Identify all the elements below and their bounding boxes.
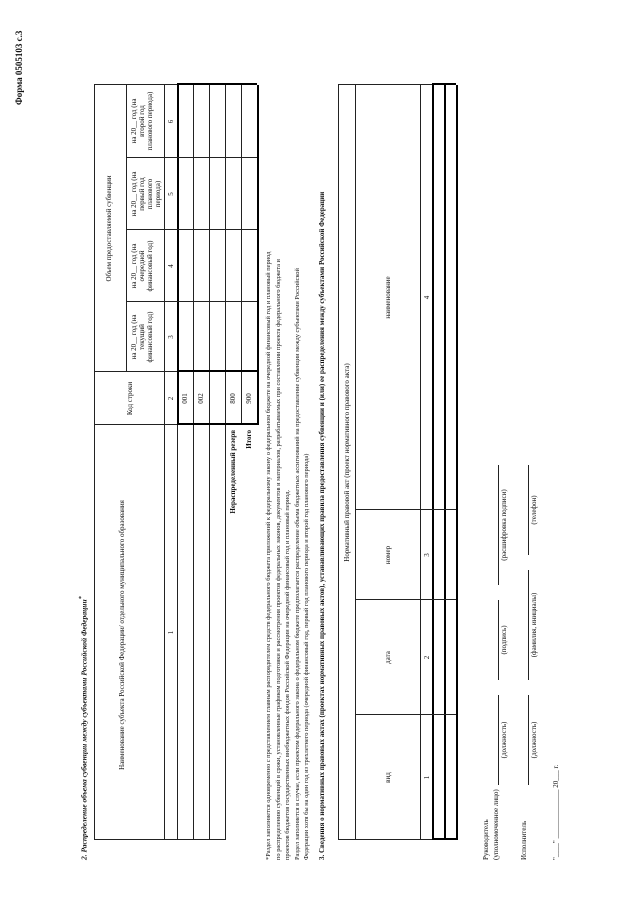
row-code: 002 (197, 393, 205, 404)
col-number: 6 (167, 119, 175, 124)
section2-title: 2. Распределение объема субвенции между субъектами Российской Федерации* (78, 596, 89, 860)
row-code: 001 (181, 393, 189, 404)
signature-caption: (подпись) (500, 625, 508, 655)
section3-title: 3. Сведения о нормативных правовых актах (проектах нормативных правовых актов), устанавливающих правила предоставления субвенции и (или) ее распределения между субъектами Российской Федерации (318, 191, 326, 860)
head-label-sub: (уполномоченное лицо) (492, 789, 500, 860)
col6-header: на 20__ год (на второй год планового периода) (130, 91, 154, 151)
col-number-header: номер (384, 545, 392, 565)
group-header: Нормативный правовой акт (проект нормативного правового акта) (343, 363, 351, 562)
col-number: 1 (423, 775, 431, 780)
col-date-header: дата (384, 651, 392, 664)
footnote: *Раздел заполняется одновременно с представлением главным распорядителем средств федерального бюджета приложений к федеральному закону о федеральном бюджете на очередной финансовый год и плановый период по распределению субвенций в сроки, установленные графиком подготовки и рассмотрения проектов федеральных законов, документов и материалов, разрабатываемых при составлении проекта федерального бюджета и проектов бюджетов государственных внебюджетных фондов Российской Федерации на очередной финансовый год и плановый период. Раздел заполняется в случае, если проектом федерального закона о федеральном бюджете предполагается распределение объема бюджетных ассигнований на предоставление субвенции между субъектами Российской Федерации хотя бы на один год из трехлетнего периода (очередной финансовый год, первый год планового периода и второй год планового периода) (265, 251, 310, 860)
col-number: 3 (167, 335, 175, 339)
fio-caption: (фамилия, инициалы) (530, 592, 538, 658)
col5-header: на 20__ год (на первый год планового периода) (130, 171, 162, 217)
col-name-header: наименование (384, 276, 392, 319)
row-code: 800 (229, 393, 237, 404)
col-number: 1 (167, 630, 175, 635)
col-volume-header: Объем предоставляемой субвенции (105, 175, 113, 282)
form-label: Форма 0505103 с.3 (14, 30, 24, 105)
total-label: Итого (245, 430, 253, 449)
reserve-label: Нераспределенный резерв (229, 430, 237, 514)
col-number: 4 (167, 264, 175, 268)
col-vid-header: вид (384, 772, 392, 783)
row-code: 900 (245, 393, 253, 404)
col-number: 3 (423, 553, 431, 557)
col-code-header: Код строки (126, 381, 134, 416)
decoding-caption: (расшифровка подписи) (500, 489, 508, 561)
position-caption-2: (должность) (530, 721, 538, 759)
date-line: "____" ______________ 20___ г. (552, 764, 560, 860)
col3-header: на 20__ год (на текущий финансовый год) (130, 311, 154, 363)
col-number: 2 (167, 396, 175, 401)
col-number: 4 (423, 295, 431, 300)
position-caption: (должность) (500, 721, 508, 759)
col-number: 5 (167, 192, 175, 196)
col-name-header: Наименование субъекта Российской Федерации/ отдельного муниципального образования (118, 500, 126, 770)
executor-label: Исполнитель (520, 820, 528, 860)
head-label: Руководитель (482, 819, 490, 860)
col4-header: на 20__ год (на очередной финансовый год) (130, 240, 154, 292)
col-number: 2 (423, 655, 431, 660)
phone-caption: (телефон) (530, 495, 538, 525)
